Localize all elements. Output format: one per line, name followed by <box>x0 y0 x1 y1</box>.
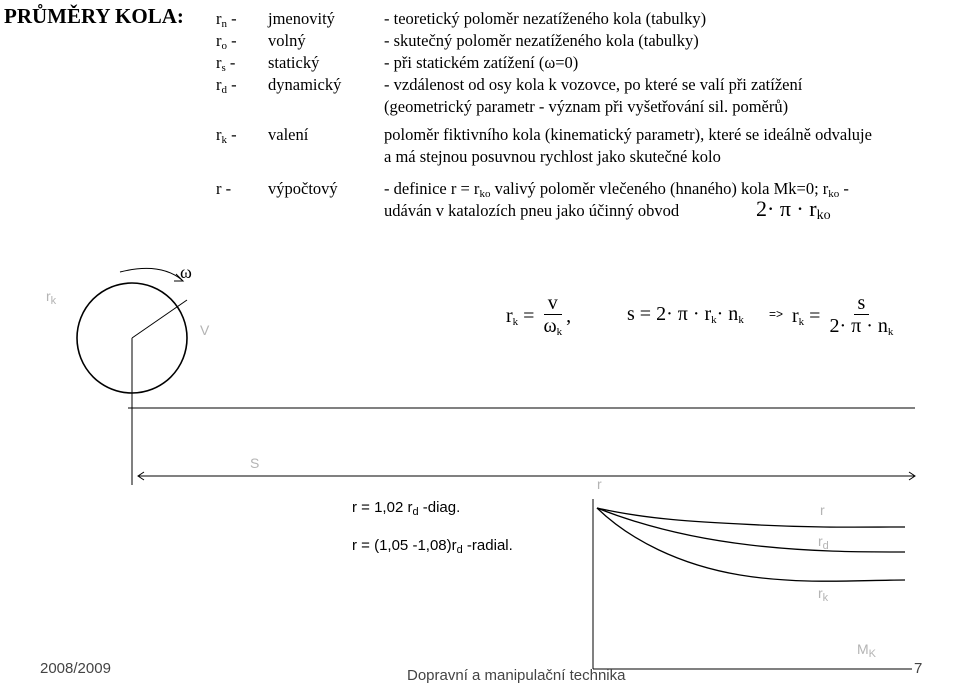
definition-symbol: $r_s$ - <box>216 53 236 74</box>
implies-arrow: => <box>769 307 784 321</box>
definition-symbol: $r_d$ - <box>216 75 237 96</box>
curve-rk-label: $r_k$ <box>818 585 829 604</box>
note-diagonal: r = 1,02 $r_d$ -diag. <box>352 499 461 518</box>
omega-label: ω <box>180 262 192 282</box>
footer-course: Dopravní a manipulační technika <box>407 667 626 684</box>
graph-y-label: r <box>597 476 602 492</box>
page-number: 7 <box>914 660 923 677</box>
definition-symbol: $r_k$ - <box>216 125 237 146</box>
circumference-formula: $2\cdot \pi \cdot r_{ko}$ <box>756 196 831 223</box>
definition-name: volný <box>268 31 306 50</box>
formula-rk-s: $r_k$ = $\frac{s}{2\cdot \pi \cdot n_k}$ <box>792 292 894 338</box>
calc-symbol: r - <box>216 179 232 198</box>
definition-symbol: $r_o$ - <box>216 31 237 52</box>
definition-description: - teoretický poloměr nezatíženého kola (tabulky) <box>384 9 707 28</box>
definition-symbol: $r_n$ - <box>216 9 237 30</box>
radius-line <box>132 300 187 338</box>
definition-name: dynamický <box>268 75 342 94</box>
formula-s: $s = 2\cdot \pi \cdot r_k\cdot n_k$ <box>627 303 744 326</box>
graph-x-label: $M_K$ <box>857 641 877 660</box>
definition-name: valení <box>268 125 309 144</box>
definition-description: - skutečný poloměr nezatíženého kola (tabulky) <box>384 31 699 50</box>
definition-name: statický <box>268 53 320 72</box>
distance-label: S <box>250 455 260 471</box>
rk-label: $r_k$ <box>46 288 57 307</box>
curve-r-label: r <box>820 502 825 518</box>
note-radial: r = (1,05 $-1,08)r_d$ -radial. <box>352 537 513 556</box>
definition-name: jmenovitý <box>268 9 335 28</box>
calc-desc-line2: udáván v katalozích pneu jako účinný obvod <box>384 201 680 220</box>
curve-rd-label: $r_d$ <box>818 533 829 552</box>
definition-description: - při statickém zatížení (ω=0) <box>384 53 579 72</box>
definition-description: poloměr fiktivního kola (kinematický parametr), které se ideálně odvaluje <box>384 125 872 144</box>
definition-description: a má stejnou posuvnou rychlost jako skutečné kolo <box>384 147 721 166</box>
curve-rd <box>597 508 905 552</box>
calc-name: výpočtový <box>268 179 338 198</box>
velocity-label: V <box>200 322 210 338</box>
definition-description: (geometrický parametr - význam při vyšetřování sil. poměrů) <box>384 97 789 116</box>
definition-description: - vzdálenost od osy kola k vozovce, po které se valí při zatížení <box>384 75 803 94</box>
rotation-arc <box>120 268 182 280</box>
footer-year: 2008/2009 <box>40 660 111 677</box>
calc-desc-line1: - definice $r = r_{ko}$ valivý poloměr vlečeného (hnaného) kola Mk=0; $r_{ko}$ - <box>384 179 849 200</box>
formula-rk-v-omega: $r_k$ = $\frac{v}{\omega_k}$ , <box>506 292 572 338</box>
page-title: PRŮMĚRY KOLA: <box>4 4 184 28</box>
